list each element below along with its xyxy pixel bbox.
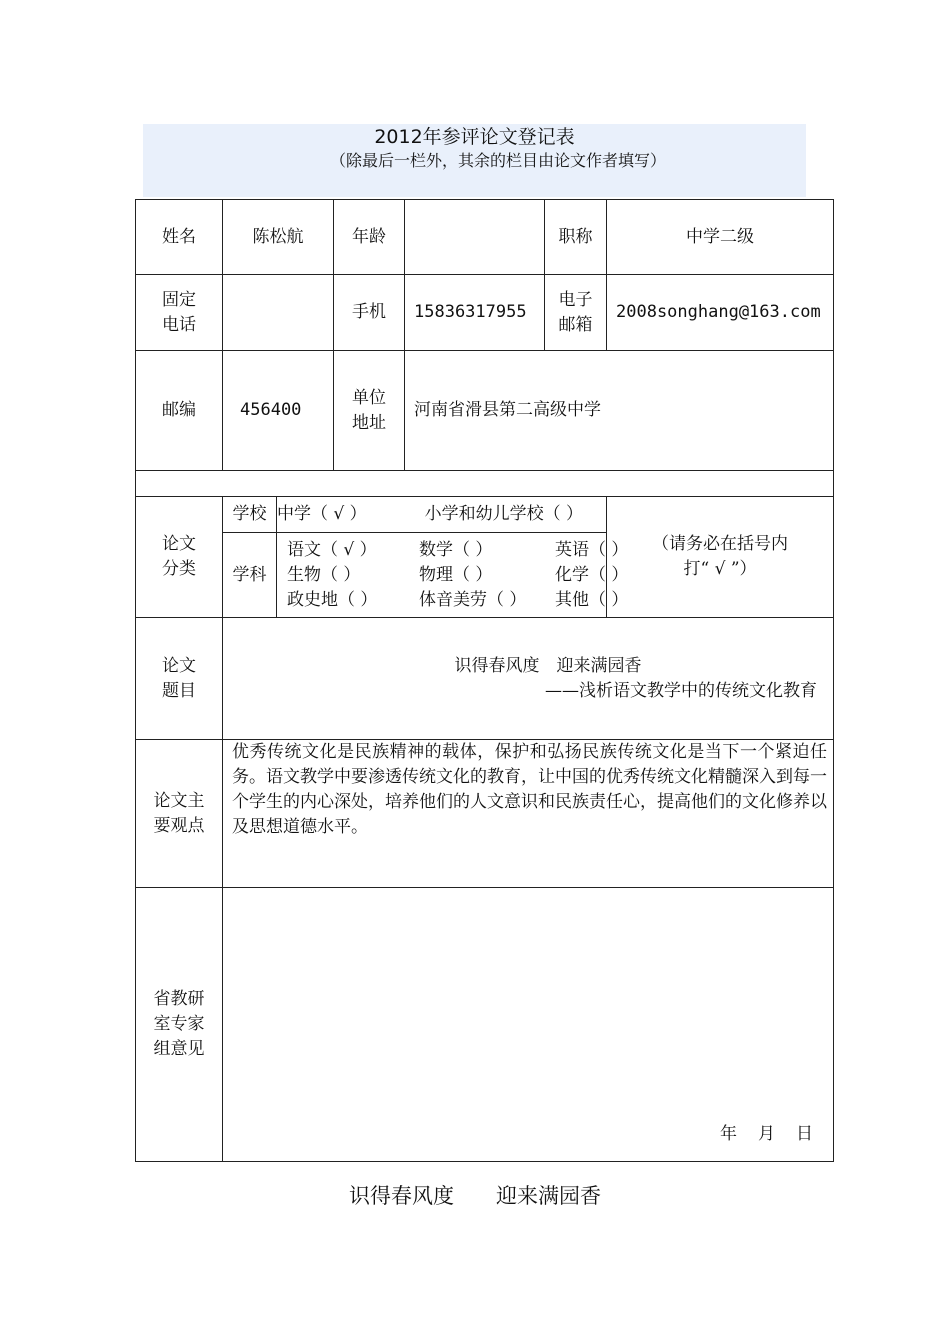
subject-options: [277, 533, 629, 618]
expert-label: [136, 888, 223, 1162]
subject-chemistry[interactable]: 化学（ ）: [555, 564, 629, 585]
address-label: [334, 351, 405, 471]
category-label-line1: 论文: [162, 534, 196, 554]
subject-arts-pe[interactable]: 体音美劳（ ）: [419, 589, 527, 610]
topic-label-line2: 题目: [162, 680, 196, 701]
row-spacer: [136, 471, 834, 497]
category-label: [136, 497, 223, 618]
rank-label: 职称: [545, 200, 607, 275]
note-line1: （请务必在括号内: [652, 534, 788, 554]
subject-other[interactable]: 其他（ ）: [555, 589, 629, 610]
subject-chinese[interactable]: 语文（ √ ）: [287, 539, 377, 560]
viewpoint-label: [136, 740, 223, 888]
viewpoint-label-line2: 要观点: [153, 815, 205, 836]
age-value[interactable]: [405, 200, 545, 275]
topic-value[interactable]: [223, 618, 834, 740]
subject-biology[interactable]: 生物（ ）: [287, 564, 361, 585]
row-topic: [136, 618, 834, 740]
subject-physics[interactable]: 物理（ ）: [419, 564, 493, 585]
expert-label-line1: 省教研: [153, 989, 205, 1009]
footer-title: 识得春风度 迎来满园香: [349, 1184, 601, 1208]
subject-english[interactable]: 英语（ ）: [555, 539, 629, 560]
phone-label-line1: 固定: [162, 289, 196, 310]
row-contact: [136, 275, 834, 351]
subject-label: 学科: [223, 533, 277, 618]
subject-politics-history-geo[interactable]: 政史地（ ）: [287, 589, 378, 610]
topic-label: [136, 618, 223, 740]
name-label: 姓名: [136, 200, 223, 275]
postcode-label: 邮编: [136, 351, 223, 471]
viewpoint-label-line1: 论文主: [153, 790, 205, 811]
expert-label-line2: 室专家: [153, 1014, 205, 1034]
email-label-line1: 电子: [558, 289, 593, 310]
row-address: [136, 351, 834, 471]
mobile-value[interactable]: 15836317955: [405, 275, 545, 351]
name-value[interactable]: 陈松航: [223, 200, 334, 275]
document-title: 2012年参评论文登记表: [374, 126, 575, 148]
mobile-label: 手机: [334, 275, 405, 351]
email-value[interactable]: 2008songhang@163.com: [607, 275, 834, 351]
row-name: [136, 200, 834, 275]
school-option-middle[interactable]: 中学（ √ ）: [277, 504, 367, 524]
row-school: [136, 497, 834, 533]
topic-subtitle: ——浅析语文教学中的传统文化教育: [545, 680, 817, 701]
age-label: 年龄: [334, 200, 405, 275]
category-label-line2: 分类: [162, 559, 196, 579]
phone-value[interactable]: [223, 275, 334, 351]
topic-main-title: 识得春风度 迎来满园香: [454, 655, 642, 676]
address-label-line2: 地址: [352, 412, 386, 433]
address-label-line1: 单位: [352, 387, 386, 408]
address-value[interactable]: 河南省滑县第二高级中学: [405, 351, 834, 471]
phone-label-line2: 电话: [162, 314, 196, 335]
school-option-primary[interactable]: 小学和幼儿学校（ ）: [424, 504, 584, 524]
row-viewpoint: [136, 740, 834, 888]
phone-label: [136, 275, 223, 351]
date-line: 年 月 日: [720, 1124, 815, 1144]
email-label: [545, 275, 607, 351]
expert-opinion-area[interactable]: [223, 888, 834, 1162]
rank-value[interactable]: 中学二级: [607, 200, 834, 275]
school-label: 学校: [223, 497, 277, 533]
topic-label-line1: 论文: [162, 655, 196, 676]
document-subtitle: （除最后一栏外，其余的栏目由论文作者填写）: [330, 151, 667, 170]
note-line2: 打“ √ ”）: [683, 559, 757, 579]
postcode-value[interactable]: 456400: [223, 351, 334, 471]
school-options: [277, 497, 607, 533]
expert-label-line3: 组意见: [153, 1039, 205, 1059]
subject-math[interactable]: 数学（ ）: [419, 539, 493, 560]
row-expert: [136, 888, 834, 1162]
viewpoint-text[interactable]: 优秀传统文化是民族精神的载体，保护和弘扬民族传统文化是当下一个紧迫任务。语文教学中要渗透传统文化的教育，让中国的优秀传统文化精髓深入到每一个学生的内心深处，培养他们的人文意识和民族责任心，提高他们的文化修养以及思想道德水平。: [223, 740, 834, 888]
email-label-line2: 邮箱: [558, 314, 593, 335]
registration-form-table: [135, 199, 834, 1162]
spacer-cell: [136, 471, 834, 497]
